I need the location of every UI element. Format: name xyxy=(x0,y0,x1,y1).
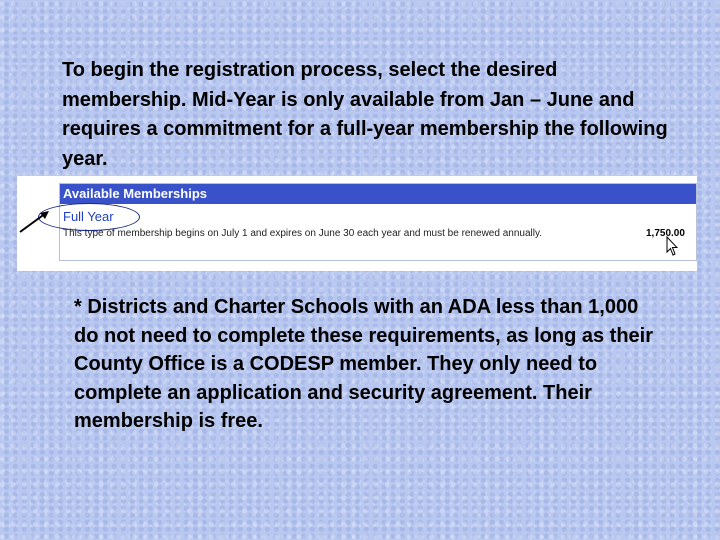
membership-price: 1,750.00 xyxy=(646,228,685,239)
intro-text: To begin the registration process, select the desired membership. Mid-Year is only available from Jan – June and requires a commitment for a full-year membership the following year. xyxy=(62,59,668,170)
highlight-circle xyxy=(38,203,140,231)
membership-full-year-link[interactable]: Full Year xyxy=(63,209,114,224)
mouse-cursor-icon xyxy=(666,236,678,256)
available-memberships-panel xyxy=(59,183,697,261)
membership-description: This type of membership begins on July 1 and expires on June 30 each year and must be renewed annually. xyxy=(63,228,542,239)
pointer-arrow-icon xyxy=(18,208,52,234)
note-text: * Districts and Charter Schools with an ADA less than 1,000 do not need to complete these requirements, as long as their County Office is a CODESP member. They only need to complete an application and security agreement. Their membership is free. xyxy=(74,296,654,432)
panel-header: Available Memberships xyxy=(60,184,696,204)
